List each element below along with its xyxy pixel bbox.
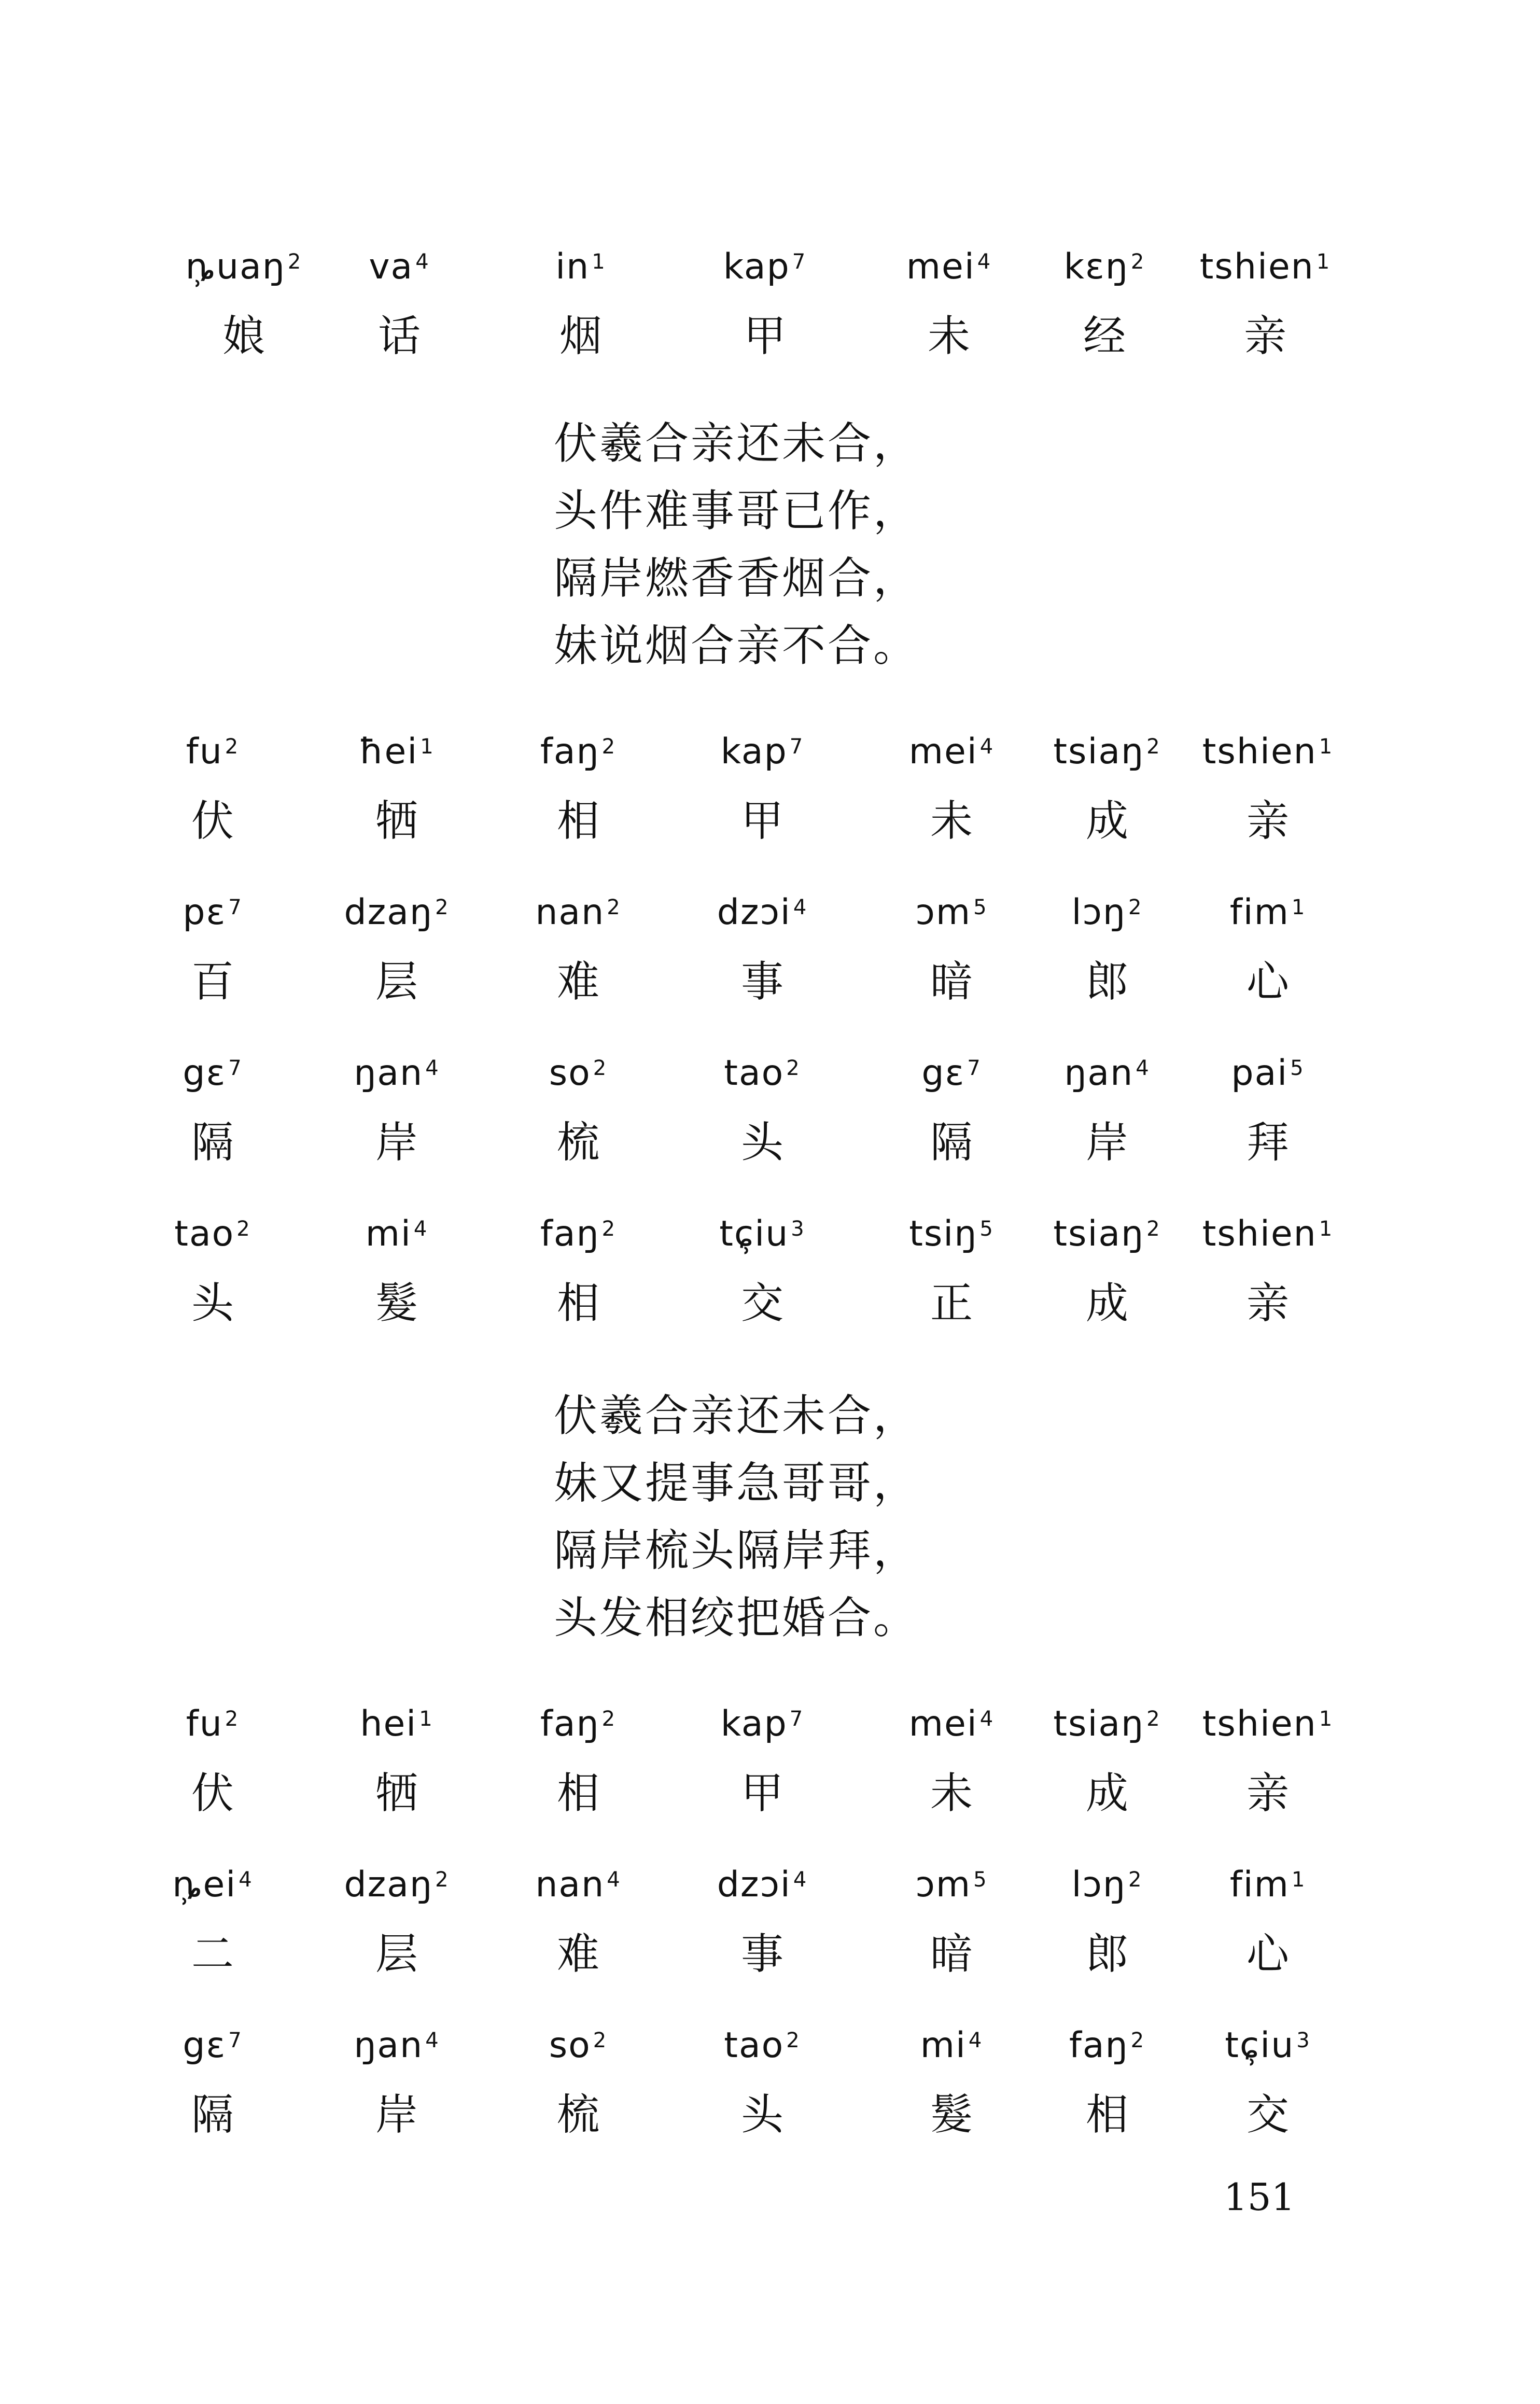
gloss-cell	[493, 1856, 664, 1983]
romanization: faŋ $^2$	[540, 1213, 617, 1254]
gloss-cell	[1021, 2017, 1193, 2144]
hanzi: 百	[191, 957, 234, 1007]
romanization: tshien $^1$	[1202, 1703, 1334, 1744]
romanization: tao $^2$	[724, 1053, 801, 1094]
romanization: in $^1$	[555, 246, 606, 287]
hanzi: 暗	[930, 1930, 973, 1979]
gloss-cell	[495, 239, 666, 365]
gloss-block-3	[0, 1696, 1540, 2178]
gloss-cell	[1021, 1206, 1193, 1332]
romanization: dzaŋ $^2$	[344, 1864, 450, 1905]
hanzi: 经	[1083, 312, 1126, 361]
gloss-cell	[677, 884, 848, 1011]
gloss-cell	[1182, 1696, 1353, 1822]
hanzi: 头	[740, 1118, 783, 1167]
gloss-cell	[1019, 239, 1190, 365]
gloss-cell	[127, 1696, 298, 1822]
romanization: ȵ̹uaŋ $^2$	[185, 246, 302, 287]
hanzi: 事	[740, 957, 783, 1007]
gloss-cell	[158, 239, 329, 365]
hanzi: 二	[191, 1930, 234, 1979]
poem-line: 妹说烟合亲不合。	[554, 620, 919, 671]
page-number: 151	[1224, 2175, 1295, 2219]
gloss-row	[0, 2017, 1540, 2178]
gloss-cell	[311, 723, 482, 850]
romanization: faŋ $^2$	[540, 1703, 617, 1744]
gloss-cell	[311, 1856, 482, 1983]
gloss-row	[0, 239, 1540, 399]
romanization: ŋan $^4$	[354, 1053, 440, 1094]
hanzi: 烟	[559, 312, 602, 361]
gloss-cell	[311, 884, 482, 1011]
poem-line: 头发相绞把婚合。	[554, 1592, 919, 1643]
hanzi: 隔	[191, 1118, 234, 1167]
hanzi: 心	[1246, 1930, 1289, 1979]
hanzi: 髮	[375, 1279, 418, 1328]
hanzi: 交	[740, 1279, 783, 1328]
hanzi: 髮	[930, 2090, 973, 2140]
hanzi: 头	[191, 1279, 234, 1328]
gloss-cell	[1182, 723, 1353, 850]
gloss-cell	[677, 1856, 848, 1983]
hanzi: 相	[1085, 2090, 1128, 2140]
gloss-row	[0, 1856, 1540, 2017]
romanization: kap $^7$	[720, 1703, 804, 1744]
hanzi: 拜	[1246, 1118, 1289, 1167]
hanzi: 亲	[1246, 796, 1289, 846]
gloss-block-1	[0, 239, 1540, 399]
romanization: tao $^2$	[174, 1213, 251, 1254]
gloss-cell	[1021, 884, 1193, 1011]
romanization: ħei $^1$	[359, 731, 435, 772]
gloss-cell	[127, 723, 298, 850]
hanzi: 难	[556, 957, 599, 1007]
gloss-cell	[493, 884, 664, 1011]
hanzi: 相	[556, 1279, 599, 1328]
gloss-cell	[677, 1045, 848, 1171]
gloss-cell	[311, 2017, 482, 2144]
gloss-cell	[866, 2017, 1037, 2144]
gloss-row	[0, 723, 1540, 884]
gloss-cell	[1182, 1856, 1353, 1983]
gloss-row	[0, 1045, 1540, 1206]
romanization: dzaŋ $^2$	[344, 892, 450, 933]
poem-line: 妹又提事急哥哥，	[554, 1458, 919, 1508]
poem-line: 伏羲合亲还未合，	[554, 1390, 919, 1441]
romanization: pai $^5$	[1231, 1053, 1305, 1094]
gloss-cell	[493, 1696, 664, 1822]
gloss-cell	[314, 239, 485, 365]
gloss-cell	[493, 1045, 664, 1171]
romanization: kɛŋ $^2$	[1063, 246, 1145, 287]
gloss-cell	[1182, 1206, 1353, 1332]
romanization: tshien $^1$	[1202, 731, 1334, 772]
hanzi: 梳	[556, 1118, 599, 1167]
gloss-cell	[866, 1696, 1037, 1822]
poem-line: 头件难事哥已作，	[554, 485, 919, 536]
romanization: tshien $^1$	[1202, 1213, 1334, 1254]
gloss-cell	[127, 1206, 298, 1332]
romanization: hei $^1$	[360, 1703, 433, 1744]
hanzi: 娘	[222, 312, 265, 361]
gloss-cell	[679, 239, 850, 365]
romanization: nan $^2$	[535, 892, 621, 933]
gloss-cell	[1180, 239, 1351, 365]
romanization: fu $^2$	[186, 731, 240, 772]
romanization: tao $^2$	[724, 2025, 801, 2066]
romanization: faŋ $^2$	[540, 731, 617, 772]
hanzi: 郎	[1085, 957, 1128, 1007]
hanzi: 亲	[1246, 1279, 1289, 1328]
hanzi: 梳	[556, 2090, 599, 2140]
hanzi: 未	[930, 1769, 973, 1818]
hanzi: 甲	[743, 312, 786, 361]
romanization: dzɔi $^4$	[717, 1864, 808, 1905]
gloss-cell	[311, 1045, 482, 1171]
gloss-cell	[866, 723, 1037, 850]
romanization: tsiaŋ $^2$	[1053, 1703, 1161, 1744]
hanzi: 郎	[1085, 1930, 1128, 1979]
romanization: tɕ̹iu $^3$	[719, 1213, 805, 1254]
romanization: faŋ $^2$	[1069, 2025, 1145, 2066]
romanization: ȵ̹ei $^4$	[172, 1864, 253, 1905]
romanization: gɛ $^7$	[183, 2025, 243, 2066]
gloss-block-2	[0, 723, 1540, 1366]
poem-stanza-2	[554, 1382, 919, 1652]
gloss-cell	[493, 723, 664, 850]
gloss-cell	[866, 884, 1037, 1011]
romanization: fim $^1$	[1229, 892, 1306, 933]
hanzi: 交	[1246, 2090, 1289, 2140]
hanzi: 伏	[191, 1769, 234, 1818]
hanzi: 岸	[1085, 1118, 1128, 1167]
romanization: lɔŋ $^2$	[1071, 892, 1143, 933]
gloss-row	[0, 1206, 1540, 1366]
romanization: pɛ $^7$	[183, 892, 243, 933]
hanzi: 难	[556, 1930, 599, 1979]
poem-stanza-1	[554, 410, 919, 679]
gloss-cell	[127, 2017, 298, 2144]
gloss-cell	[1021, 1045, 1193, 1171]
hanzi: 层	[375, 957, 418, 1007]
hanzi: 暗	[930, 957, 973, 1007]
gloss-cell	[311, 1206, 482, 1332]
hanzi: 正	[930, 1279, 973, 1328]
gloss-cell	[127, 1045, 298, 1171]
romanization: ɔm $^5$	[915, 1864, 988, 1905]
gloss-cell	[1182, 2017, 1353, 2144]
gloss-cell	[866, 1856, 1037, 1983]
gloss-cell	[866, 1045, 1037, 1171]
romanization: kap $^7$	[723, 246, 807, 287]
hanzi: 亲	[1243, 312, 1286, 361]
gloss-cell	[1182, 1045, 1353, 1171]
gloss-cell	[127, 884, 298, 1011]
gloss-cell	[1021, 1696, 1193, 1822]
gloss-cell	[127, 1856, 298, 1983]
gloss-cell	[493, 2017, 664, 2144]
romanization: va $^4$	[369, 246, 430, 287]
romanization: gɛ $^7$	[183, 1053, 243, 1094]
gloss-cell	[1021, 1856, 1193, 1983]
hanzi: 心	[1246, 957, 1289, 1007]
romanization: kap $^7$	[720, 731, 804, 772]
poem-line: 隔岸燃香香烟合，	[554, 553, 919, 604]
gloss-cell	[677, 1206, 848, 1332]
romanization: so $^2$	[549, 2025, 608, 2066]
romanization: mei $^4$	[908, 731, 995, 772]
gloss-cell	[1182, 884, 1353, 1011]
poem-line: 隔岸梳头隔岸拜，	[554, 1525, 919, 1576]
romanization: ŋan $^4$	[354, 2025, 440, 2066]
hanzi: 未	[927, 312, 970, 361]
hanzi: 成	[1085, 1769, 1128, 1818]
romanization: dzɔi $^4$	[717, 892, 808, 933]
poem-line: 伏羲合亲还未合，	[554, 418, 919, 469]
gloss-cell	[677, 2017, 848, 2144]
hanzi: 岸	[375, 2090, 418, 2140]
gloss-cell	[866, 1206, 1037, 1332]
romanization: fu $^2$	[186, 1703, 240, 1744]
romanization: lɔŋ $^2$	[1071, 1864, 1143, 1905]
hanzi: 隔	[191, 2090, 234, 2140]
hanzi: 牺	[375, 796, 418, 846]
hanzi: 隔	[930, 1118, 973, 1167]
romanization: mi $^4$	[920, 2025, 983, 2066]
gloss-cell	[677, 723, 848, 850]
romanization: nan $^4$	[535, 1864, 621, 1905]
hanzi: 甲	[740, 1769, 783, 1818]
romanization: mei $^4$	[908, 1703, 995, 1744]
romanization: gɛ $^7$	[921, 1053, 982, 1094]
romanization: so $^2$	[549, 1053, 608, 1094]
romanization: mi $^4$	[365, 1213, 428, 1254]
romanization: mei $^4$	[906, 246, 992, 287]
hanzi: 层	[375, 1930, 418, 1979]
hanzi: 事	[740, 1930, 783, 1979]
hanzi: 牺	[375, 1769, 418, 1818]
hanzi: 岸	[375, 1118, 418, 1167]
gloss-row	[0, 884, 1540, 1045]
romanization: tshien $^1$	[1199, 246, 1331, 287]
hanzi: 成	[1085, 1279, 1128, 1328]
hanzi: 话	[377, 312, 421, 361]
romanization: fim $^1$	[1229, 1864, 1306, 1905]
gloss-cell	[677, 1696, 848, 1822]
gloss-row	[0, 1696, 1540, 1856]
romanization: ŋan $^4$	[1064, 1053, 1150, 1094]
romanization: tsiŋ $^5$	[909, 1213, 994, 1254]
gloss-cell	[493, 1206, 664, 1332]
hanzi: 头	[740, 2090, 783, 2140]
hanzi: 相	[556, 796, 599, 846]
hanzi: 亲	[1246, 1769, 1289, 1818]
romanization: tsiaŋ $^2$	[1053, 1213, 1161, 1254]
romanization: tɕ̹iu $^3$	[1225, 2025, 1311, 2066]
gloss-cell	[863, 239, 1034, 365]
gloss-cell	[311, 1696, 482, 1822]
romanization: tsiaŋ $^2$	[1053, 731, 1161, 772]
gloss-cell	[1021, 723, 1193, 850]
hanzi: 甲	[740, 796, 783, 846]
hanzi: 成	[1085, 796, 1128, 846]
hanzi: 相	[556, 1769, 599, 1818]
romanization: ɔm $^5$	[915, 892, 988, 933]
hanzi: 未	[930, 796, 973, 846]
hanzi: 伏	[191, 796, 234, 846]
